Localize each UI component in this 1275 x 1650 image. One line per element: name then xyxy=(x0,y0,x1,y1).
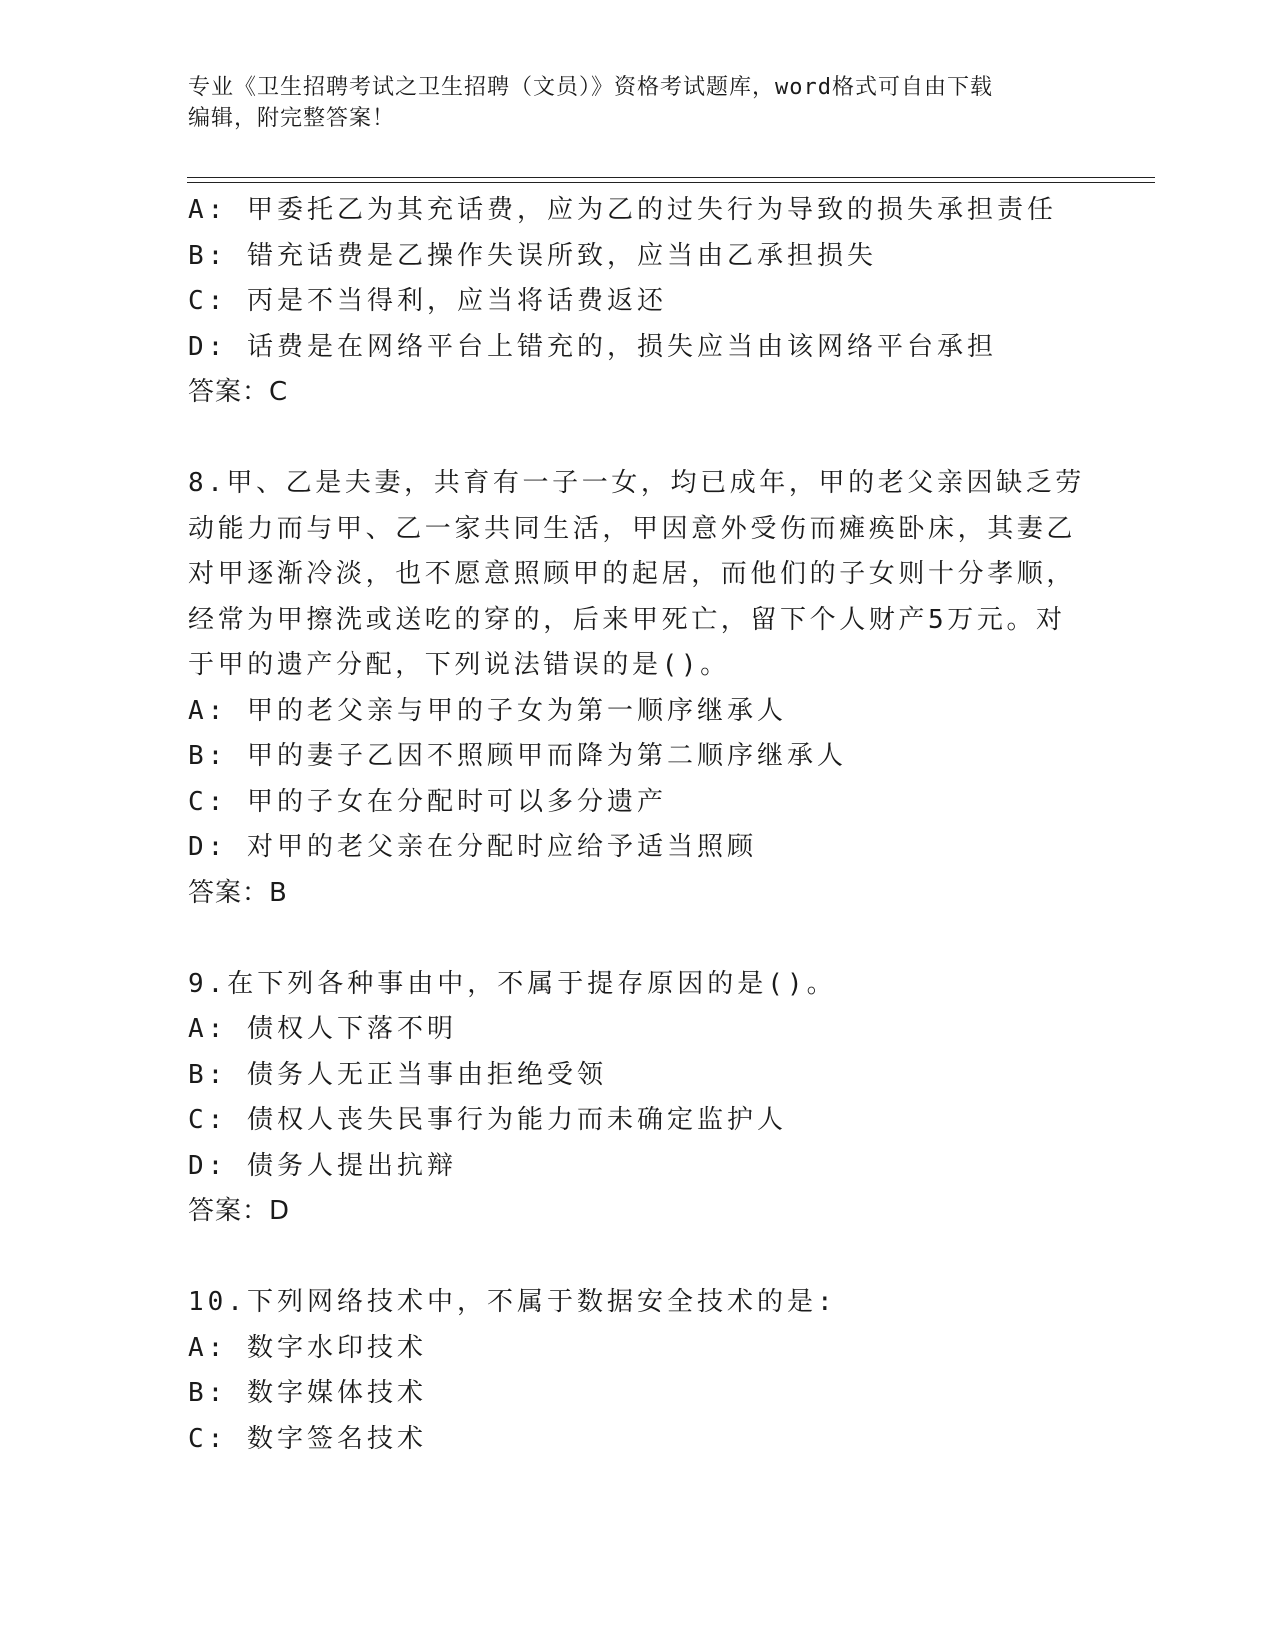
header-line-2: 编辑，附完整答案！ xyxy=(188,106,396,131)
spacer xyxy=(188,916,1068,962)
question-9-stem: 9.在下列各种事由中，不属于提存原因的是()。 xyxy=(188,968,837,999)
question-10-option-c: C: 数字签名技术 xyxy=(188,1423,427,1454)
question-8-stem-line: 8.甲、乙是夫妻，共育有一子一女，均已成年，甲的老父亲因缺乏劳 xyxy=(188,468,1085,498)
question-8-stem-line: 于甲的遗产分配，下列说法错误的是()。 xyxy=(188,650,730,680)
question-8-option-a: A: 甲的老父亲与甲的子女为第一顺序继承人 xyxy=(188,695,787,726)
header-line-1: 专业《卫生招聘考试之卫生招聘（文员）》资格考试题库，word格式可自由下载 xyxy=(188,75,993,100)
question-10-option-a: A: 数字水印技术 xyxy=(188,1332,427,1363)
question-7-answer: 答案：C xyxy=(188,377,289,407)
question-10-stem: 10.下列网络技术中，不属于数据安全技术的是: xyxy=(188,1287,837,1317)
spacer xyxy=(188,416,1068,462)
question-7-option-a: A: 甲委托乙为其充话费，应为乙的过失行为导致的损失承担责任 xyxy=(188,195,1057,225)
question-9 xyxy=(188,962,1068,1235)
question-9-option-c: C: 债权人丧失民事行为能力而未确定监护人 xyxy=(188,1105,787,1135)
question-10-option-b: B: 数字媒体技术 xyxy=(188,1378,427,1408)
question-8-option-b: B: 甲的妻子乙因不照顾甲而降为第二顺序继承人 xyxy=(188,741,847,771)
question-7-option-d: D: 话费是在网络平台上错充的，损失应当由该网络平台承担 xyxy=(188,331,997,362)
question-10 xyxy=(188,1280,1068,1462)
question-8-stem-line: 经常为甲擦洗或送吃的穿的，后来甲死亡，留下个人财产5万元。对 xyxy=(188,604,1066,635)
question-9-option-b: B: 债务人无正当事由拒绝受领 xyxy=(188,1059,607,1090)
question-7-option-b: B: 错充话费是乙操作失误所致，应当由乙承担损失 xyxy=(188,240,877,271)
document-header xyxy=(188,72,1088,134)
question-8-stem-line: 对甲逐渐冷淡，也不愿意照顾甲的起居，而他们的子女则十分孝顺， xyxy=(188,559,1077,589)
question-9-option-a: A: 债权人下落不明 xyxy=(188,1014,457,1044)
header-divider xyxy=(187,177,1155,183)
question-7 xyxy=(188,188,1068,416)
question-8-answer: 答案：B xyxy=(188,877,288,908)
question-9-answer: 答案：D xyxy=(188,1196,291,1226)
spacer xyxy=(188,1235,1068,1281)
question-8-option-c: C: 甲的子女在分配时可以多分遗产 xyxy=(188,786,667,817)
question-8-stem-line: 动能力而与甲、乙一家共同生活，甲因意外受伤而瘫痪卧床，其妻乙 xyxy=(188,513,1077,544)
question-content xyxy=(188,188,1085,1462)
question-8-option-d: D: 对甲的老父亲在分配时应给予适当照顾 xyxy=(188,832,757,862)
question-7-option-c: C: 丙是不当得利，应当将话费返还 xyxy=(188,286,667,316)
question-8-stem xyxy=(188,461,1085,689)
question-8 xyxy=(188,461,1085,916)
question-9-option-d: D: 债务人提出抗辩 xyxy=(188,1150,457,1181)
